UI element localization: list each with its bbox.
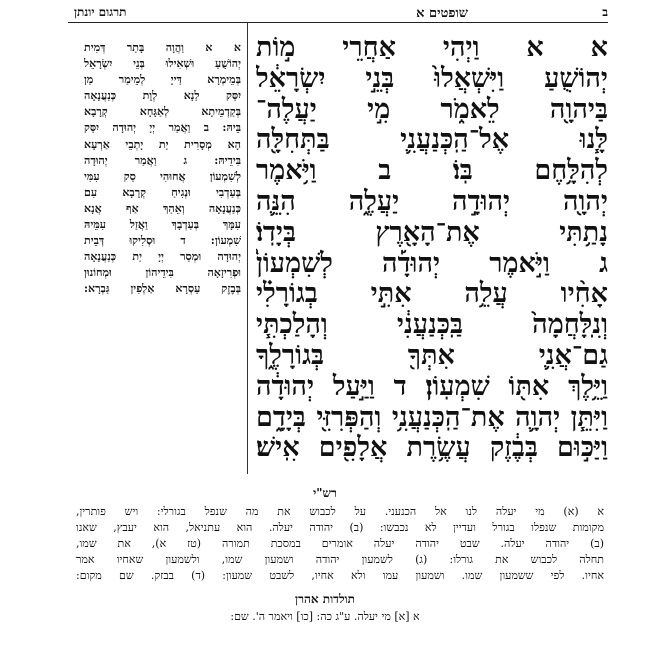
targum-line: לְשִׁמְעוֹן אֲחוּהִי סַק עִמִּי <box>84 169 241 183</box>
main-text-line: גַם־אֲנִ֛י אִתְּךָ֖ בְּגוֹרָלֶ֑ךָ <box>256 339 608 371</box>
main-text-line: לְהִלָּ֥חֶם בּֽוֹ׃ ב וַיֹּ֥אמֶר <box>256 155 608 187</box>
toldot-aharon-line: א [א] מי יעלה. ע"ג כה: [כו] ויאמר ה'. שם: <box>230 610 420 623</box>
rashi-line: א (א) מי יעלה לנו אל הכנעני. על לכבוש את מה שנפל בגורלי: ויש פותרין, <box>76 505 604 518</box>
main-text-line: לָּ֧נוּ אֶל־הַֽכְּנַעֲנִ֛י בַּתְּחִלָּ֖ה <box>256 124 608 156</box>
targum-line: יְהוֹשֻׁעַ וּשְׁאִילוּ בְּנֵי יִשְׂרָאֵל <box>84 57 241 71</box>
targum-line: בִּידֵיהּ: ג וַאֲמַר יְהוּדָה <box>84 153 241 167</box>
rashi-line: תחלה לכבוש את גורלו: (ג) לשמעון יהודה ושמעון שמו, ולשמעון שאחיו אמר <box>76 553 604 566</box>
rashi-commentary <box>76 504 604 584</box>
targum-column <box>84 40 241 355</box>
main-text-line: וְנִֽלָּחֲמָה֙ בַּֽכְּנַעֲנִ֔י וְהָלַכְתִּ֧י <box>256 309 608 341</box>
toldot-aharon-heading: תולדות אהרן <box>295 592 355 606</box>
targum-line: בְּבֶזֶק עַסְרָא אַלְפִין גַּבְרָא: <box>84 282 241 296</box>
main-text-line: נָתַ֥תִּי אֶת־הָאָ֖רֶץ בְּיָדֽוֹ׃ <box>256 216 608 248</box>
rashi-line: מקומות שנפלו בגורל ועדיין לא נכבשו: (ב) יהודה יעלה. הוא עתניאל, הוא יעבץ, שאנו <box>76 521 604 534</box>
targum-line: עִמָּךְ בְּעַדְבָךְ וַאֲזַל עִמֵּיהּ <box>84 218 241 232</box>
targum-line: יִסַּק לַנָא לְוָת כְּנַעֲנָאָה <box>84 89 241 103</box>
main-text-line: יְהוָ֖ה יְהוּדָ֣ה יַעֲלֶ֑ה הִנֵּ֛ה <box>256 185 608 217</box>
main-text-line: יְהוֹשֻׁעַ וַיִּשְׁאֲלוּ֙ בְּנֵ֣י יִשְׂרָאֵ֔ל <box>256 62 608 94</box>
rashi-heading: רש"י <box>313 486 337 500</box>
book-chapter-title: שופטים א <box>416 6 468 21</box>
main-text-line: וַיַּכּ֣וּם בְּבֶ֔זֶק עֲשֶׂ֥רֶת אֲלָפִ֖ים אִֽישׁ׃ <box>256 432 608 464</box>
targum-line: שִׁמְעוֹן: ד וּסְלִיקוּ דְּבֵית <box>84 234 241 248</box>
page-letter: ב <box>602 5 608 19</box>
main-text-line: אָחִ֨יו עֲלֵ֥ה אִתִּ֣י בְגוֹרָלִ֗י <box>256 278 608 310</box>
main-text-line: א א וַיְהִי אַחֲרֵי מ֣וֹת <box>256 33 608 63</box>
targum-line: יְהוּדָה וּמְסַר יְיָ יַת כְּנַעֲנָאָה <box>84 250 241 264</box>
main-text-line: ג וַיֹּ֣אמֶר יְהוּדָ֡ה לְשִׁמְעוֹן֩ <box>256 247 608 279</box>
running-head <box>68 2 608 22</box>
targum-line: כְּנַעֲנָאָה וְאֵהַךְ אַף אֲנָא <box>84 201 241 215</box>
rashi-line: (ב) יהודה יעלה. שבט יהודה יעלה אומרים במסכת תמורה (טז א), את שמו, <box>76 537 604 550</box>
column-divider <box>247 22 248 474</box>
targum-line: בְּקַדְמֵיתָא לְאַגָּחָא קְרָבָא <box>84 105 241 119</box>
main-text-line: וַיִּתֵּ֧ן יְהוָ֛ה אֶת־הַֽכְּנַעֲנִ֥י וְהַפְּרִזִּ֖י בְּיָדָ֑ם <box>256 401 608 433</box>
rashi-line: אחיו. לפי ששמעון שמו. ושמעון עמו ולא אחיו, לשבט שמעון: (ד) בבזק. שם מקום: <box>76 569 604 582</box>
targum-line: בֵּיהּ: ב וַאֲמַר יְיָ יְהוּדָה יִסַּק <box>84 121 241 135</box>
targum-line: בְּמֵימְרָא דַּייָ לְמֵימַר מַן <box>84 73 241 87</box>
targum-line: הָא מְסָרִית יַת יָתְבֵי אַרְעָא <box>84 137 241 151</box>
main-text-line: בַּיהוָ֖ה לֵאמֹ֑ר מִ֣י יַעֲלֶה־ <box>256 93 608 125</box>
targum-line: וּפְרִיזָאָה בִּידֵיהוֹן וּמְחוֹנוּן <box>84 266 241 280</box>
targum-title: תרגום יונתן <box>74 5 127 19</box>
main-text-column <box>256 33 608 473</box>
targum-line: בְּעַדְבִי וּנְגִיחַ קְרָבָא עִם <box>84 185 241 199</box>
header-rule <box>68 22 608 23</box>
targum-line: א א וַהֲוָה בָּתַר דְּמִית <box>84 41 241 54</box>
main-text-line: וַיֵּ֥לֶךְ אִתּ֖וֹ שִׁמְעֽוֹן׃ ד וַיַּ֣עַל יְהוּדָ֔ה <box>256 370 608 402</box>
